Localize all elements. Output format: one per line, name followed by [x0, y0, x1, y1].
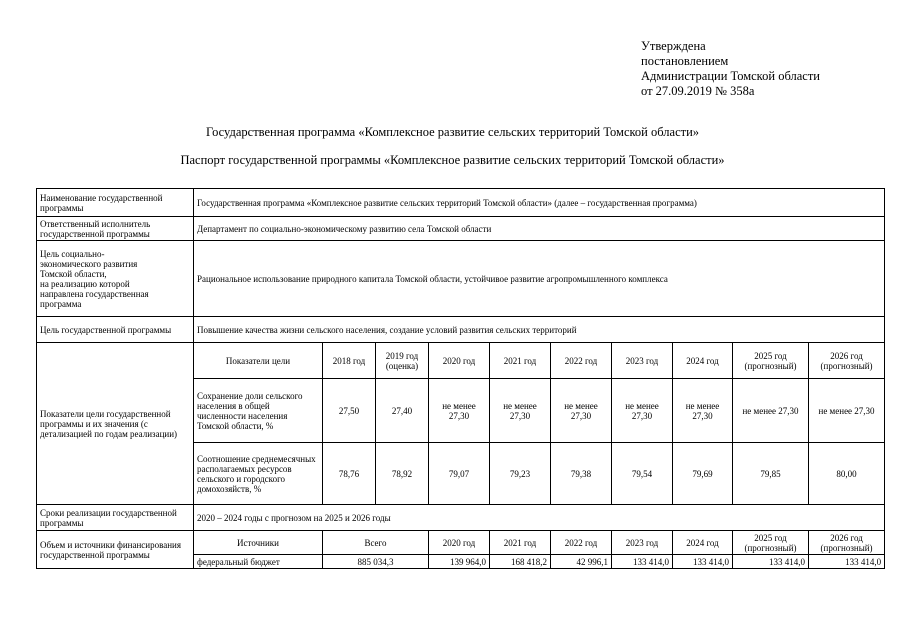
- indicator-header-cell: 2026 год (прогнозный): [809, 343, 885, 379]
- financing-value: 133 414,0: [809, 555, 885, 569]
- indicator-header-cell: 2020 год: [429, 343, 490, 379]
- row-label: Объем и источники финансирования государственной программы: [37, 531, 194, 569]
- indicator-value: 79,23: [490, 443, 551, 505]
- indicator-value: 27,40: [376, 379, 429, 443]
- label-line: Цель социально-: [40, 248, 105, 259]
- label-line: направлена государственная: [40, 288, 149, 299]
- financing-header-cell: 2026 год (прогнозный): [809, 531, 885, 555]
- row-label: Показатели цели государственной программы и их значения (с детализацией по годам реализации): [37, 343, 194, 505]
- indicator-value: 27,50: [323, 379, 376, 443]
- financing-total: 885 034,3: [323, 555, 429, 569]
- indicator-header-cell: 2019 год (оценка): [376, 343, 429, 379]
- financing-header-cell: 2022 год: [551, 531, 612, 555]
- indicator-value: 78,76: [323, 443, 376, 505]
- table-row: [37, 241, 885, 317]
- indicator-value: 79,69: [673, 443, 733, 505]
- approval-line: Администрации Томской области: [641, 69, 820, 83]
- financing-value: 139 964,0: [429, 555, 490, 569]
- label-line: экономического развития: [40, 258, 138, 269]
- row-label: Наименование государственной программы: [37, 189, 194, 217]
- financing-header-cell: 2024 год: [673, 531, 733, 555]
- indicator-value: не менее 27,30: [551, 379, 612, 443]
- approval-line: от 27.09.2019 № 358а: [641, 84, 755, 98]
- indicator-header-cell: Показатели цели: [194, 343, 323, 379]
- row-value: Государственная программа «Комплексное развитие сельских территорий Томской области» (далее – государственная программа): [194, 189, 885, 217]
- row-value: Рациональное использование природного капитала Томской области, устойчивое развитие агропромышленного комплекса: [194, 241, 885, 317]
- financing-value: 133 414,0: [733, 555, 809, 569]
- indicator-header-cell: 2025 год (прогнозный): [733, 343, 809, 379]
- financing-value: 133 414,0: [673, 555, 733, 569]
- financing-value: 168 418,2: [490, 555, 551, 569]
- indicator-header-cell: 2023 год: [612, 343, 673, 379]
- table-row: [37, 317, 885, 343]
- row-value: 2020 – 2024 годы с прогнозом на 2025 и 2026 годы: [194, 505, 885, 531]
- row-value: Департамент по социально-экономическому развитию села Томской области: [194, 217, 885, 241]
- indicator-header-cell: 2018 год: [323, 343, 376, 379]
- indicator-value: 79,85: [733, 443, 809, 505]
- table-row: [37, 343, 885, 379]
- financing-value: 42 996,1: [551, 555, 612, 569]
- passport-table: [36, 188, 885, 569]
- financing-source: федеральный бюджет: [194, 555, 323, 569]
- indicator-header-cell: 2022 год: [551, 343, 612, 379]
- table-row: [37, 505, 885, 531]
- indicator-value: 80,00: [809, 443, 885, 505]
- indicator-name: Соотношение среднемесячных располагаемых ресурсов сельского и городского домохозяйств, %: [194, 443, 323, 505]
- table-row: [37, 217, 885, 241]
- row-label: Сроки реализации государственной программы: [37, 505, 194, 531]
- label-line: на реализацию которой: [40, 278, 130, 289]
- program-title: Государственная программа «Комплексное развитие сельских территорий Томской области»: [205, 125, 700, 139]
- indicator-value: не менее 27,30: [733, 379, 809, 443]
- table-row: [37, 189, 885, 217]
- indicator-value: не менее 27,30: [809, 379, 885, 443]
- indicator-header-cell: 2024 год: [673, 343, 733, 379]
- table-row: [37, 531, 885, 555]
- indicator-value: 78,92: [376, 443, 429, 505]
- approval-stamp: [641, 39, 820, 99]
- indicator-value: не менее 27,30: [429, 379, 490, 443]
- indicator-value: 79,54: [612, 443, 673, 505]
- indicator-name: Сохранение доли сельского населения в общей численности населения Томской области, %: [194, 379, 323, 443]
- approval-line: Утверждена: [641, 39, 706, 53]
- financing-value: 133 414,0: [612, 555, 673, 569]
- approval-line: постановлением: [641, 54, 729, 68]
- financing-header-cell: Источники: [194, 531, 323, 555]
- row-label: Цель государственной программы: [37, 317, 194, 343]
- indicator-value: не менее 27,30: [490, 379, 551, 443]
- row-value: Повышение качества жизни сельского населения, создание условий развития сельских территорий: [194, 317, 885, 343]
- row-label: Ответственный исполнитель государственной программы: [37, 217, 194, 241]
- row-label: [37, 241, 194, 317]
- indicator-value: 79,38: [551, 443, 612, 505]
- financing-header-cell: 2021 год: [490, 531, 551, 555]
- financing-header-cell: 2025 год (прогнозный): [733, 531, 809, 555]
- financing-header-cell: 2020 год: [429, 531, 490, 555]
- indicator-value: не менее 27,30: [673, 379, 733, 443]
- label-line: Томской области,: [40, 268, 107, 279]
- financing-header-cell: 2023 год: [612, 531, 673, 555]
- indicator-header-cell: 2021 год: [490, 343, 551, 379]
- financing-header-cell: Всего: [323, 531, 429, 555]
- label-line: программа: [40, 298, 82, 309]
- indicator-value: 79,07: [429, 443, 490, 505]
- passport-title: Паспорт государственной программы «Комплексное развитие сельских территорий Томской области»: [180, 153, 725, 167]
- indicator-value: не менее 27,30: [612, 379, 673, 443]
